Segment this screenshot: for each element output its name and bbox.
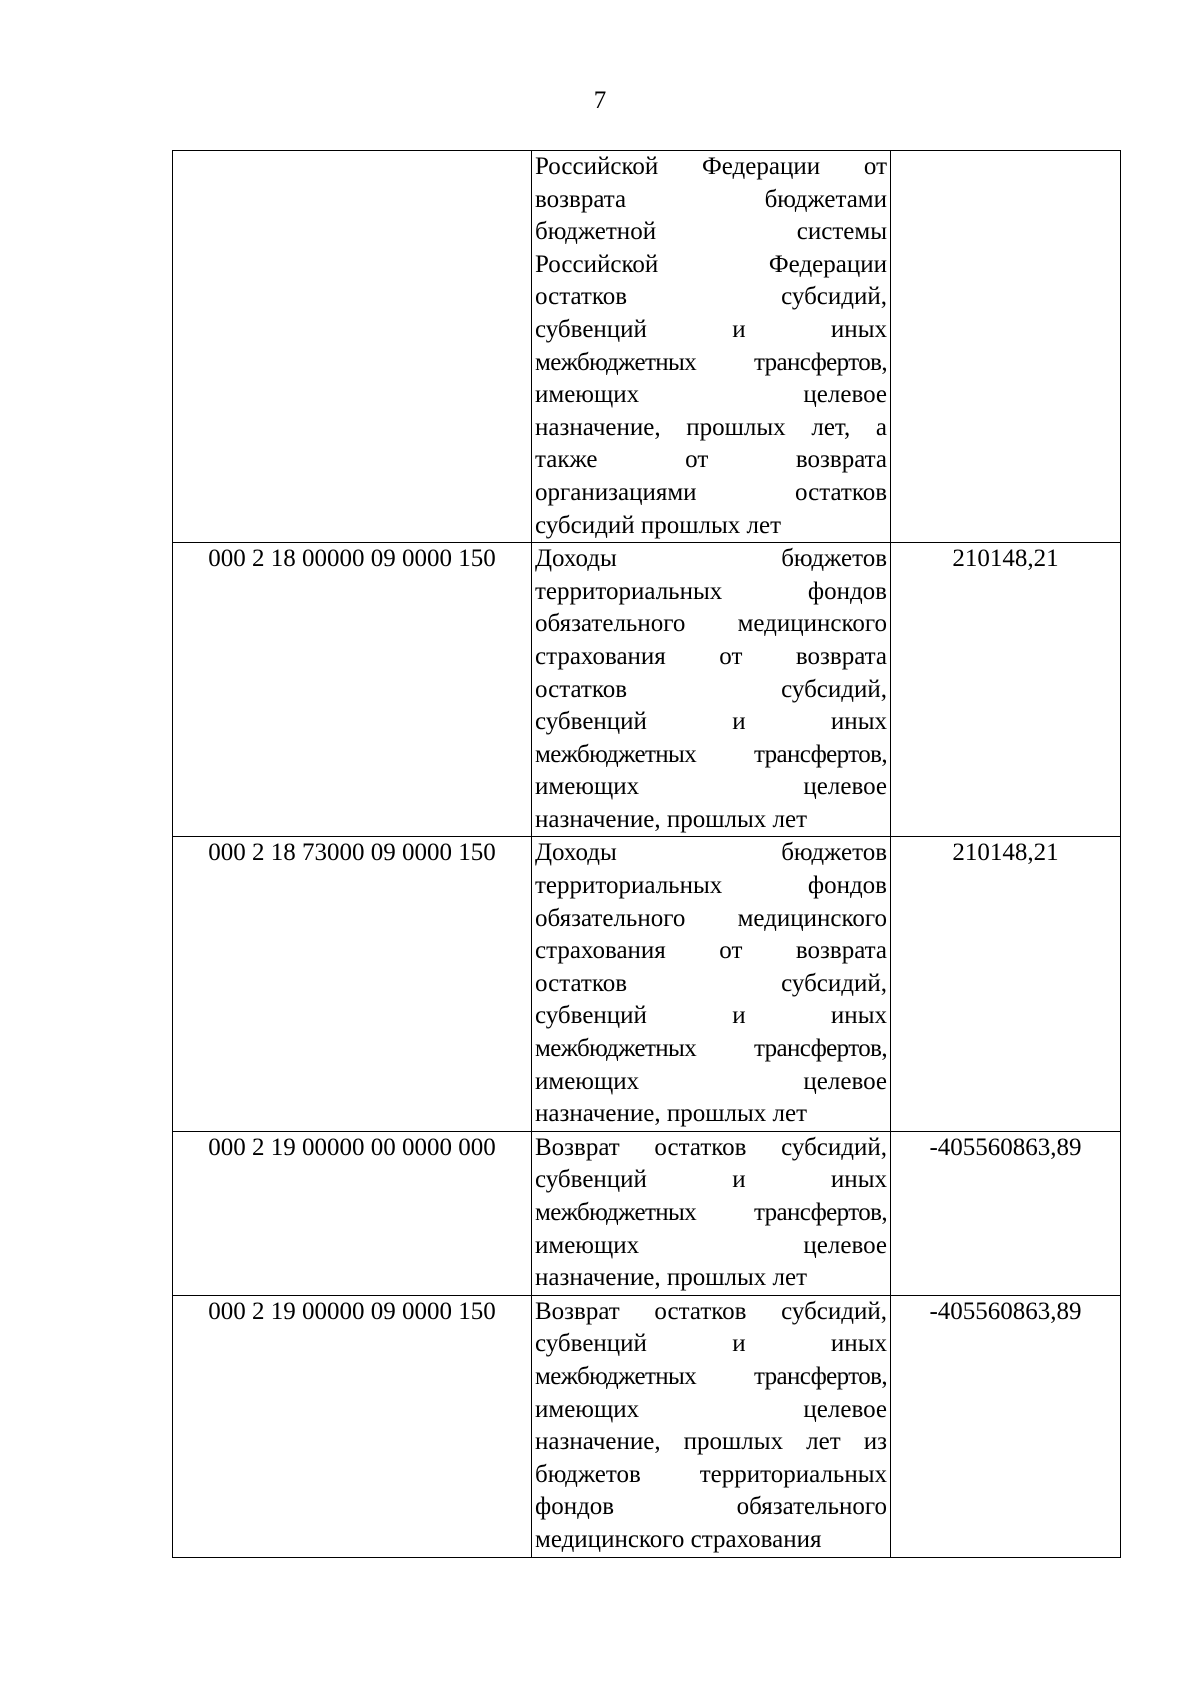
budget-code-cell: 000 2 19 00000 00 0000 000	[173, 1131, 532, 1295]
description-line: межбюджетных трансфертов,	[535, 1362, 887, 1390]
description-cell	[532, 151, 891, 543]
description-line: обязательного медицинского	[535, 610, 887, 638]
description-line: также от возврата	[535, 446, 887, 474]
description-line: субвенций и иных	[535, 315, 887, 343]
table-row	[173, 1131, 1121, 1295]
table-row	[173, 151, 1121, 543]
description-line: Возврат остатков субсидий,	[535, 1133, 887, 1161]
description-line: имеющих целевое	[535, 1067, 887, 1095]
table-row	[173, 543, 1121, 837]
budget-code-cell: 000 2 18 00000 09 0000 150	[173, 543, 532, 837]
description-line: межбюджетных трансфертов,	[535, 740, 887, 768]
budget-table	[172, 150, 1121, 1558]
budget-code-cell: 000 2 19 00000 09 0000 150	[173, 1295, 532, 1557]
description-line: Доходы бюджетов	[535, 545, 887, 573]
description-line: межбюджетных трансфертов,	[535, 1035, 887, 1063]
description-line: имеющих целевое	[535, 1231, 887, 1259]
description-line: Российской Федерации	[535, 250, 887, 278]
description-line: Доходы бюджетов	[535, 839, 887, 867]
budget-code-cell	[173, 151, 532, 543]
description-line: территориальных фондов	[535, 577, 887, 605]
amount-cell: 210148,21	[891, 837, 1121, 1131]
description-line: субвенций и иных	[535, 1002, 887, 1030]
description-cell	[532, 837, 891, 1131]
description-cell	[532, 1131, 891, 1295]
description-line: организациями остатков	[535, 478, 887, 506]
description-line: медицинского страхования	[535, 1525, 822, 1553]
description-line: имеющих целевое	[535, 381, 887, 409]
description-line: возврата бюджетами	[535, 185, 887, 213]
table-row	[173, 837, 1121, 1131]
page-number: 7	[593, 87, 607, 114]
description-line: субсидий прошлых лет	[535, 511, 782, 539]
table-row	[173, 1295, 1121, 1557]
description-cell	[532, 1295, 891, 1557]
amount-cell	[891, 151, 1121, 543]
description-line: остатков субсидий,	[535, 283, 887, 311]
description-line: назначение, прошлых лет	[535, 1100, 807, 1128]
description-line: межбюджетных трансфертов,	[535, 1199, 887, 1226]
description-line: страхования от возврата	[535, 937, 887, 965]
description-line: остатков субсидий,	[535, 675, 887, 703]
description-line: субвенций и иных	[535, 708, 887, 736]
amount-cell: -405560863,89	[891, 1295, 1121, 1557]
description-line: имеющих целевое	[535, 1395, 887, 1423]
description-line: бюджетов территориальных	[535, 1460, 887, 1488]
description-line: бюджетной системы	[535, 218, 887, 246]
description-line: Российской Федерации от	[535, 153, 887, 180]
description-line: фондов обязательного	[535, 1493, 887, 1521]
description-line: территориальных фондов	[535, 872, 887, 900]
description-line: остатков субсидий,	[535, 969, 887, 997]
description-line: субвенций и иных	[535, 1330, 887, 1358]
amount-cell: 210148,21	[891, 543, 1121, 837]
description-line: назначение, прошлых лет	[535, 1264, 807, 1292]
description-line: назначение, прошлых лет из	[535, 1428, 887, 1456]
description-line: страхования от возврата	[535, 642, 887, 670]
description-line: назначение, прошлых лет, а	[535, 413, 887, 441]
description-line: субвенций и иных	[535, 1166, 887, 1194]
table-body	[173, 151, 1121, 1558]
amount-cell: -405560863,89	[891, 1131, 1121, 1295]
description-line: Возврат остатков субсидий,	[535, 1297, 887, 1325]
description-line: имеющих целевое	[535, 773, 887, 801]
description-line: межбюджетных трансфертов,	[535, 348, 887, 376]
description-line: назначение, прошлых лет	[535, 805, 807, 833]
budget-code-cell: 000 2 18 73000 09 0000 150	[173, 837, 532, 1131]
description-cell	[532, 543, 891, 837]
description-line: обязательного медицинского	[535, 904, 887, 932]
